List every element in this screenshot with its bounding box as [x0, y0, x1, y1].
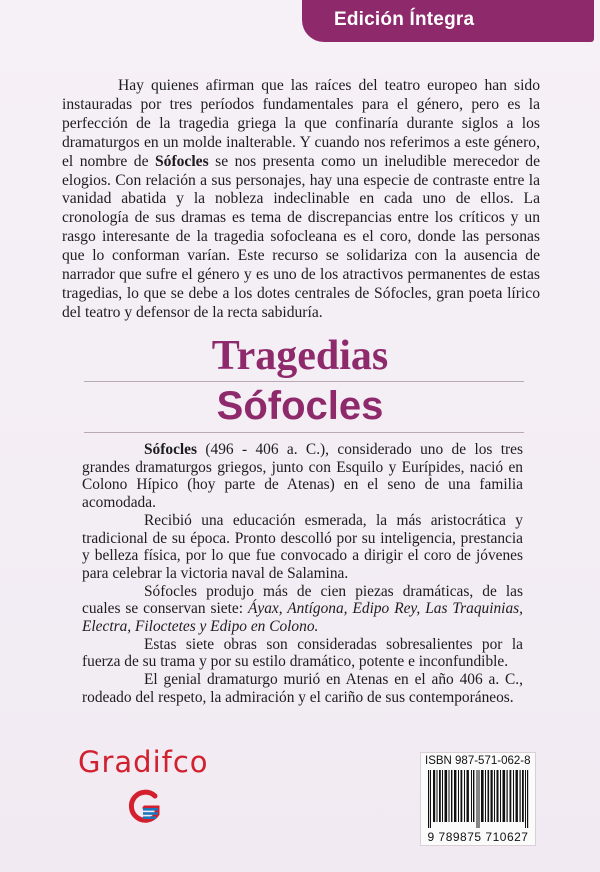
- bio-bold-author: Sófocles: [144, 441, 198, 458]
- barcode-label: [420, 752, 536, 846]
- author-biography: [82, 441, 523, 707]
- bio-paragraph: El genial dramaturgo murió en Atenas en el año 406 a. C., rodeado del respeto, la admiración y el cariño de sus contemporáneos.: [82, 671, 523, 706]
- bio-paragraph: [82, 583, 523, 636]
- bio-text: Sófocles produjo más de cien piezas dramáticas, de las cuales se conservan siete:: [82, 582, 523, 618]
- publisher-name: Gradifco: [78, 745, 209, 779]
- bio-paragraph: Recibió una educación esmerada, la más aristocrática y tradicional de su época. Pronto descolló por su inteligencia, prestancia y belleza física, por lo que fue convocado a dirigir el coro de jóvenes para celebrar la victoria naval de Salamina.: [82, 511, 523, 582]
- intro-text-b: se nos presenta como un ineludible merecedor de elogios. Con relación a sus personajes, hay una especie de contraste entre la vanidad abatida y la nobleza indeclinable en cada uno de ellos. La cronología de sus dramas es tema de discrepancias entre los críticos y un rasgo interesante de la tragedia sofocleana es el coro, donde las personas que lo conforman varían. Este recurso se solidariza con la ausencia de narrador que sufre el género y es uno de los atractivos permanentes de estas tragedias, lo que se debe a los dotes centrales de Sófocles, gran poeta lírico del teatro y defensor de la recta sabiduría.: [62, 152, 540, 321]
- publisher-logo: [78, 745, 209, 779]
- bio-works-list: Áyax, Antígona, Edipo Rey, Las Traquinias, Electra, Filoctetes y Edipo en Colono.: [82, 600, 523, 636]
- bio-paragraph: [82, 441, 523, 512]
- bio-text: (496 - 406 a. C.), considerado uno de los tres grandes dramaturgos griegos, junto con Esquilo y Eurípides, nació en Colono Hípico (hoy parte de Atenas) en el seno de una familia acomodada.: [82, 441, 523, 512]
- intro-paragraph: [62, 77, 540, 323]
- ean-number: 9 789875 710627: [427, 830, 529, 844]
- edition-label: Edición Íntegra: [334, 9, 475, 30]
- publisher-g-icon: [124, 787, 164, 827]
- isbn-number: ISBN 987-571-062-8: [425, 755, 531, 767]
- book-title: Tragedias: [211, 333, 389, 379]
- intro-text-a: Hay quienes afirman que las raíces del teatro europeo han sido instauradas por tres períodos fundamentales para el género, pero es la perfección de la tragedia griega la que confinaría durante siglos a los dramaturgos en un molde inalterable. Y cuando nos referimos a este género, el nombre de: [62, 77, 540, 170]
- title-divider-bottom: [84, 432, 524, 433]
- edition-ribbon: [302, 0, 594, 42]
- barcode-icon: [427, 770, 529, 828]
- book-author: Sófocles: [216, 384, 384, 428]
- intro-bold-author: Sófocles: [154, 152, 209, 170]
- bio-paragraph: Estas siete obras son consideradas sobresalientes por la fuerza de su trama y por su estilo dramático, potente e inconfundible.: [82, 635, 523, 671]
- title-divider-top: [84, 381, 524, 382]
